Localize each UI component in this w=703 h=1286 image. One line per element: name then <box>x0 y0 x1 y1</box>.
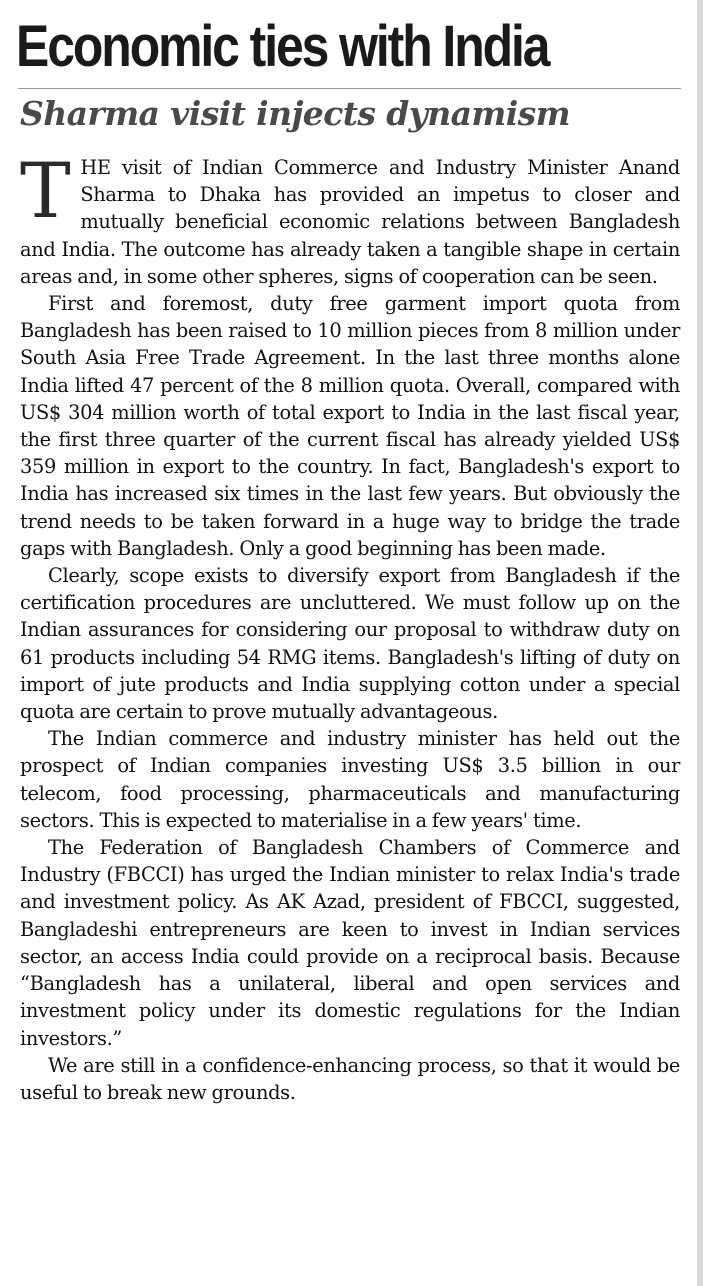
headline-rule <box>18 88 681 89</box>
subheadline: Sharma visit injects dynamism <box>20 94 570 133</box>
paragraph-1 <box>20 146 680 290</box>
drop-cap: T <box>20 146 71 235</box>
headline: Economic ties with India <box>16 14 549 79</box>
paragraph-5: The Federation of Bangladesh Chambers of Commerce and Industry (FBCCI) has urged the Indian minister to relax India's trade and investment policy. As AK Azad, president of FBCCI, suggested, Bangladeshi entrepreneurs are keen to invest in Indian services sector, an access India could provide on a reciprocal basis. Because “Bangladesh has a unilateral, liberal and open services and investment policy under its domestic regulations for the Indian investors.” <box>20 836 680 1050</box>
article-body <box>20 146 680 1106</box>
paragraph-4: The Indian commerce and industry minister has held out the prospect of Indian companies investing US$ 3.5 billion in our telecom, food processing, pharmaceuticals and manufacturing sectors. This is expected to materialise in a few years' time. <box>20 727 680 832</box>
paragraph-3: Clearly, scope exists to diversify export from Bangladesh if the certification procedures are uncluttered. We must follow up on the Indian assurances for considering our proposal to withdraw duty on 61 products including 54 RMG items. Bangladesh's lifting of duty on import of jute products and India supplying cotton under a special quota are certain to prove mutually advantageous. <box>20 564 680 724</box>
paragraph-6: We are still in a confidence-enhancing process, so that it would be useful to break new grounds. <box>20 1053 680 1104</box>
paragraph-1-text: HE visit of Indian Commerce and Industry Minister Anand Sharma to Dhaka has provided an impetus to closer and mutually beneficial economic relations between Bangladesh and India. The outcome has already taken a tangible shape in certain areas and, in some other spheres, signs of cooperation can be seen. <box>20 156 680 288</box>
paragraph-2: First and foremost, duty free garment import quota from Bangladesh has been raised to 10 million pieces from 8 million under South Asia Free Trade Agreement. In the last three months alone India lifted 47 percent of the 8 million quota. Overall, compared with US$ 304 million worth of total export to India in the last fiscal year, the first three quarter of the current fiscal has already yielded US$ 359 million in export to the country. In fact, Bangladesh's export to India has increased six times in the last few years. But obviously the trend needs to be taken forward in a huge way to bridge the trade gaps with Bangladesh. Only a good beginning has been made. <box>20 292 680 560</box>
